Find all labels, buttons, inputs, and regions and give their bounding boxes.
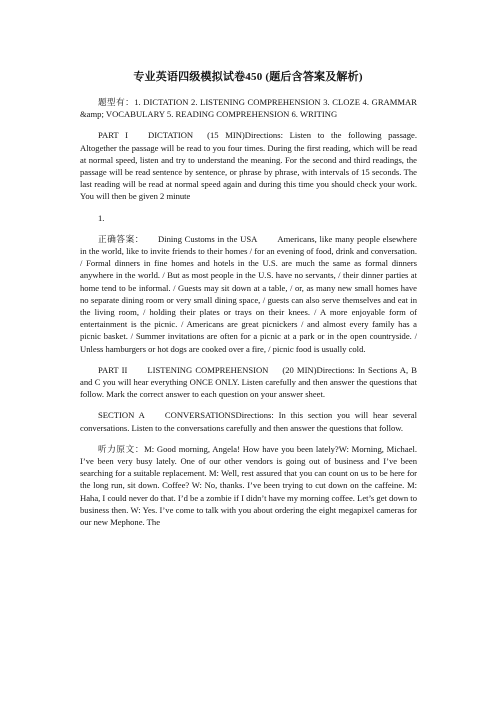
transcript-text: M: Good morning, Angela! How have you been lately?W: Morning, Michael. I’ve been very busy lately. One of our other vendors is going out of business and I’ve been searching for a suitable replacement. M: Well, rest assured that you can count on us to be here for the long run, sit down. Coffee? W: No, thanks. I’ve been trying to cut down on the caffeine. M: Haha, I could never do that. I’d be a zombie if I didn’t have my morning coffee. Let’s get down to business then. W: Yes. I’ve come to talk with you about ordering the eight megapixel cameras for our new Mephone. The xyxy=(80,443,417,528)
part2-heading: PART II xyxy=(98,364,128,375)
transcript xyxy=(80,443,417,528)
sectionA-heading: SECTION A xyxy=(98,410,145,421)
sectionA-text: Directions: In this section you will hear several conversations. Listen to the conversations carefully and then answer the questions that follow. xyxy=(80,410,417,433)
transcript-label: 听力原文： xyxy=(98,443,145,454)
part2-directions xyxy=(80,364,417,401)
part1-name: DICTATION xyxy=(147,130,194,141)
question-types-label: 题型有： xyxy=(98,97,135,107)
answer-title: Dining Customs in the USA xyxy=(158,233,258,244)
answer-block xyxy=(80,233,417,355)
sectionA-name: CONVERSATIONS xyxy=(164,410,236,421)
answer-label: 正确答案： xyxy=(98,233,144,244)
part1-directions xyxy=(80,129,417,202)
document-title: 专业英语四级模拟试卷450 (题后含答案及解析) xyxy=(133,71,363,83)
document-body xyxy=(80,96,417,537)
part1-text: (15 MIN)Directions: Listen to the following passage. Altogether the passage will be read to you four times. During the first reading, which will be read at normal speed, listen and try to understand the meaning. For the second and third readings, the passage will be read sentence by sentence, or phrase by phrase, with intervals of 15 seconds. The last reading will be read at normal speed again and during this time you should check your work. You will then be given 2 minute xyxy=(80,130,417,202)
sectionA-directions xyxy=(80,409,417,433)
part2-text: (20 MIN)Directions: In Sections A, B and C you will hear everything ONCE ONLY. Listen carefully and then answer the questions that follow. Mark the correct answer to each question on your answer sheet. xyxy=(80,364,417,400)
question-types-list: 1. DICTATION 2. LISTENING COMPREHENSION 3. CLOZE 4. GRAMMAR &amp; VOCABULARY 5. READING COMPREHENSION 6. WRITING xyxy=(80,97,417,120)
part1-heading: PART I xyxy=(98,130,128,141)
question-number: 1. xyxy=(98,212,105,223)
part2-name: LISTENING COMPREHENSION xyxy=(147,364,269,375)
answer-text: Americans, like many people elsewhere in the world, like to invite friends to their homes / for an evening of food, drink and conversation. / Formal dinners in fine homes and hotels in the U.S. are much the same as formal dinners anywhere in the world. / But as most people in the U.S. have no servants, / their dinner parties at home tend to be informal. / Guests may sit down at a table, / or, as many new small homes have no separate dining room or very small dining space, / guests can also serve themselves and eat in the living room, / holding their plates or trays on their knees. / A more enjoyable form of entertainment is the picnic. / Americans are great picnickers / and almost every family has a picnic basket. / Summer invitations are often for a picnic at a park or in the open countryside. / Unless hamburgers or hot dogs are cooked over a fire, / picnic food is usually cold. xyxy=(80,233,417,354)
question-types xyxy=(80,96,417,120)
